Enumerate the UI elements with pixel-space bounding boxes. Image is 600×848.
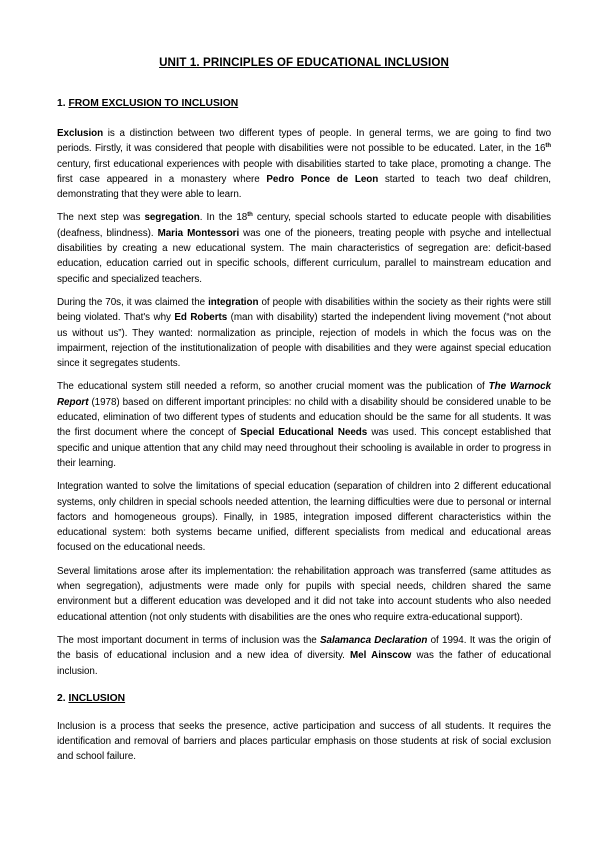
name-mel-ainscow: Mel Ainscow bbox=[350, 650, 412, 662]
paragraph-segregation bbox=[57, 210, 551, 286]
document-title: UNIT 1. PRINCIPLES OF EDUCATIONAL INCLUSION bbox=[159, 56, 449, 69]
text-run: was the father of educational inclusion. bbox=[57, 650, 551, 677]
text-run: (man with disability) started the independent living movement (“not about us without us”). They wanted: normalization as principle, rejection of models in which the focus was on the impairment, rejection of the institutionalization of people with disabilities and they were against special education since it segregates students. bbox=[57, 312, 551, 370]
term-exclusion: Exclusion bbox=[57, 128, 104, 139]
section-title: INCLUSION bbox=[68, 692, 126, 704]
paragraph-integration-limits: Integration wanted to solve the limitations of special education (separation of children into 2 different educational systems, only children in special schools needed attention, the learning difficulties were due to personal or internal factors and homogeneous groups). Finally, in 1985, integration imposed different characteristics within the educational system: both systems became unified, different specialists from medical and educational areas focused on the educational needs. bbox=[57, 481, 551, 554]
text-run: century, first educational experiences with people with disabilities started to take place, promoting a change. The first case appeared in a monastery where bbox=[57, 158, 551, 185]
paragraph-inclusion: Inclusion is a process that seeks the presence, active participation and success of all students. It requires the identification and removal of barriers and places particular emphasis on those students at risk of social exclusion and school failure. bbox=[57, 720, 551, 763]
title-salamanca-declaration: Salamanca Declaration bbox=[320, 634, 428, 646]
document-page bbox=[57, 56, 551, 765]
paragraph-exclusion bbox=[57, 126, 551, 202]
text-run: was one of the pioneers, treating people with psyche and intellectual disabilities by creating a new educational system. The main characteristics of segregation are: deficit-based education, education carried out in specific schools, different curriculum, parallel to mainstream education and specific and specialized teachers. bbox=[57, 227, 551, 285]
text-run: century, special schools started to educate people with disabilities (deafness, blindness). bbox=[57, 212, 551, 239]
term-special-educational-needs: Special Educational Needs bbox=[240, 427, 368, 439]
text-run: The educational system still needed a reform, so another crucial moment was the publication of bbox=[57, 381, 489, 393]
text-run: was used. This concept established that specific and unique attention that any child may need throughout their schooling is available in order to progress in their learning. bbox=[57, 427, 551, 469]
term-integration: integration bbox=[208, 296, 259, 308]
name-pedro-ponce: Pedro Ponce de Leon bbox=[266, 173, 379, 185]
superscript: th bbox=[247, 212, 253, 219]
section-number: 2. bbox=[57, 692, 69, 704]
text-run: During the 70s, it was claimed the bbox=[57, 296, 209, 308]
text-run: is a distinction between two different types of people. In general terms, we are going to find two periods. Firstly, it was considered that people with disabilities were not possible to be educated. Later, in the 16 bbox=[57, 128, 551, 155]
section-heading-1 bbox=[57, 98, 551, 109]
text-run: of people with disabilities within the society as their rights were still being violated. That's why bbox=[57, 296, 551, 324]
text-run: started to teach two deaf children, demonstrating that they were able to learn. bbox=[57, 173, 551, 201]
name-ed-roberts: Ed Roberts bbox=[174, 312, 228, 324]
paragraph-warnock bbox=[57, 379, 551, 471]
text-run: The next step was bbox=[57, 212, 145, 224]
section-heading-2 bbox=[57, 693, 551, 704]
section-number: 1. bbox=[57, 98, 69, 109]
text-run: (1978) based on different important principles: no child with a disability should be considered unable to be educated, elimination of two different types of students and education should be the same for all students. It was the first document where the concept of bbox=[57, 396, 551, 439]
term-segregation: segregation bbox=[144, 212, 200, 224]
paragraph-salamanca bbox=[57, 633, 551, 679]
text-run: . In the 18 bbox=[199, 212, 248, 224]
title-warnock-report: The Warnock Report bbox=[57, 381, 551, 408]
paragraph-limitations: Several limitations arose after its implementation: the rehabilitation approach was transferred (same attitudes as when segregation), adjustments were made only for pupils with special needs, children shared the same environment but a different education was developed and it did not take into account students who also needed educational attention (not only students with disabilities are the ones who require extra-educational support). bbox=[57, 565, 551, 623]
paragraph-integration bbox=[57, 295, 551, 371]
text-run: The most important document in terms of inclusion was the bbox=[57, 634, 320, 646]
text-run: of 1994. It was the origin of the basis of educational inclusion and a new idea of diversity. bbox=[57, 634, 551, 662]
section-title: FROM EXCLUSION TO INCLUSION bbox=[68, 98, 239, 109]
superscript: th bbox=[545, 143, 551, 150]
name-maria-montessori: Maria Montessori bbox=[157, 227, 240, 239]
